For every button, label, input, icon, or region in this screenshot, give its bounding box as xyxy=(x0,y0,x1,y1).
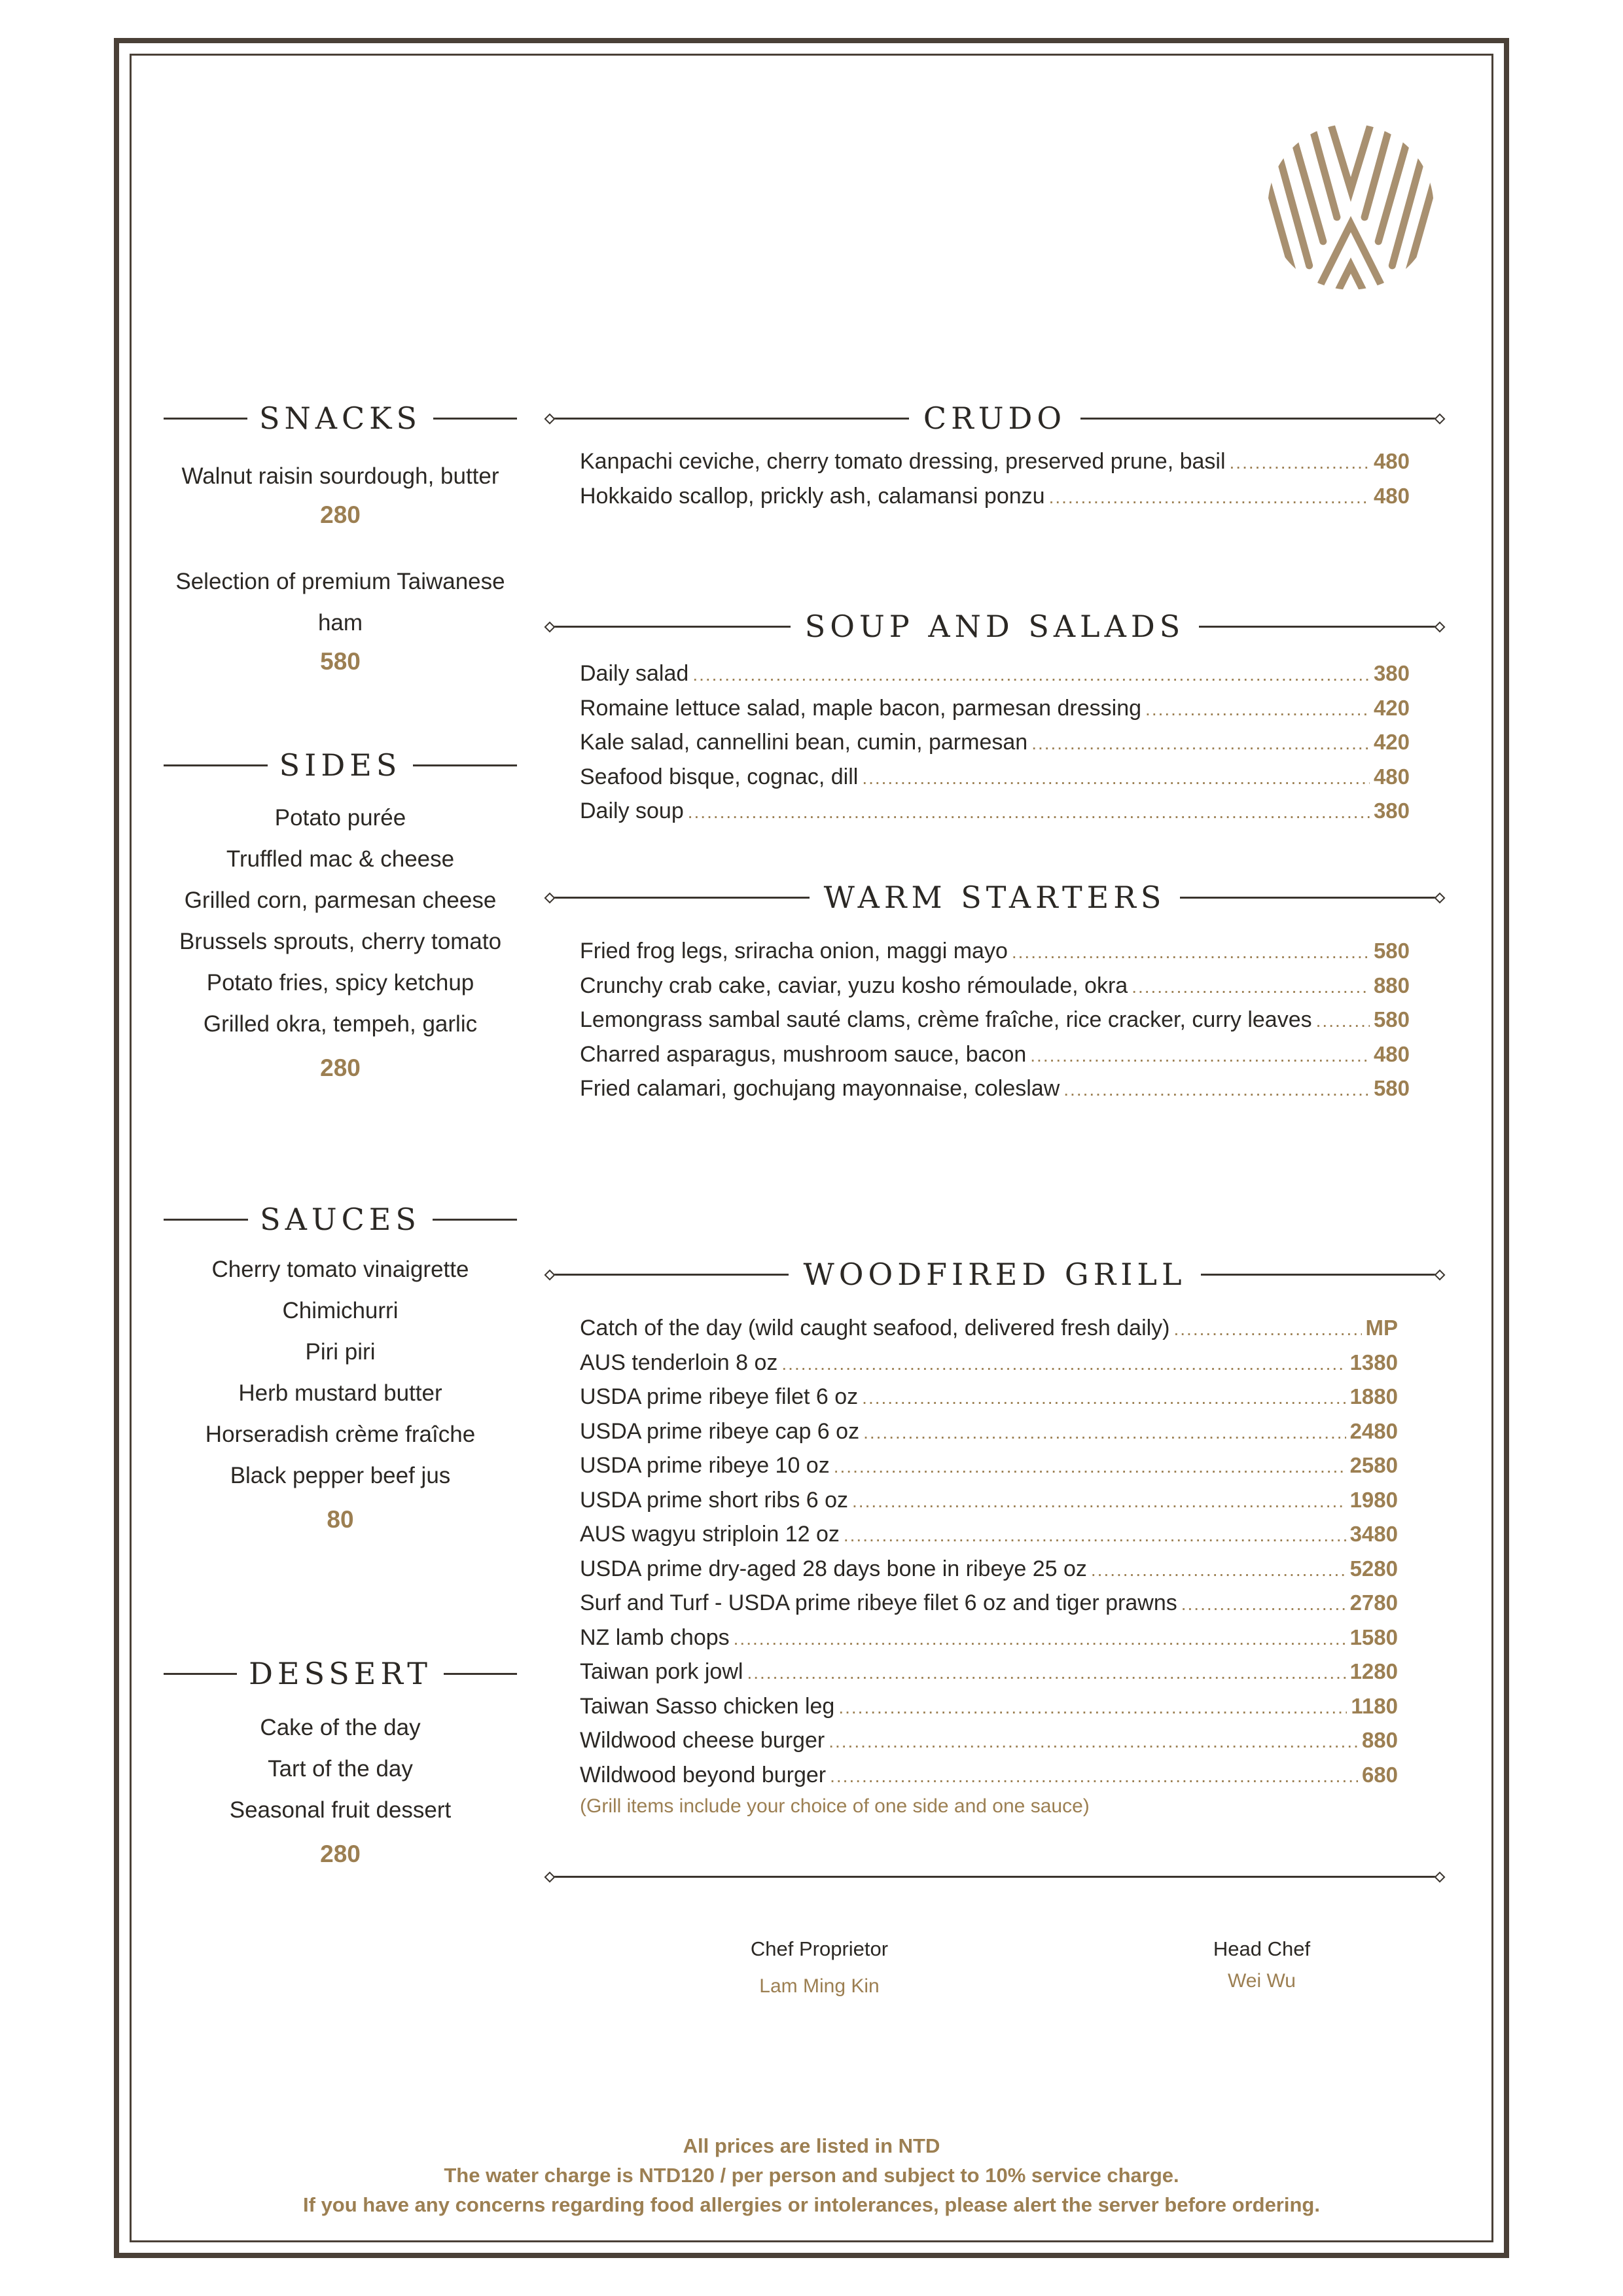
wildwood-logo-icon xyxy=(1264,120,1437,293)
snack-item: Selection of premium Taiwanese ham xyxy=(175,569,505,636)
sauce-item: Cherry tomato vinaigrette xyxy=(211,1257,469,1282)
head-chef xyxy=(1131,1937,1393,1992)
menu-row: NZ lamb chops ..... 1580 xyxy=(580,1621,1398,1656)
warm-starters-title: WARM STARTERS xyxy=(823,880,1166,915)
dessert-header xyxy=(164,1656,517,1691)
sauces-section xyxy=(164,1202,517,1538)
sauce-item: Herb mustard butter xyxy=(238,1380,442,1406)
side-item: Truffled mac & cheese xyxy=(226,846,455,872)
sauce-item: Piri piri xyxy=(305,1339,376,1365)
dessert-title: DESSERT xyxy=(249,1656,432,1691)
grill-note: (Grill items include your choice of one side and one sauce) xyxy=(580,1795,1090,1817)
dessert-item: Seasonal fruit dessert xyxy=(229,1797,452,1823)
menu-row: USDA prime dry-aged 28 days bone in ribeye 25 oz ..... 5280 xyxy=(580,1552,1398,1587)
snack-item: Walnut raisin sourdough, butter xyxy=(181,463,499,489)
footer-line-water-charge: The water charge is NTD120 / per person and subject to 10% service charge. xyxy=(444,2164,1179,2187)
menu-row: USDA prime ribeye 10 oz ..... 2580 xyxy=(580,1449,1398,1484)
menu-row: Lemongrass sambal sauté clams, crème fraîche, rice cracker, curry leaves ..... 580 xyxy=(580,1003,1410,1038)
snack-price: 280 xyxy=(320,501,361,528)
woodfired-grill-header xyxy=(548,1257,1441,1292)
sauce-item: Black pepper beef jus xyxy=(230,1463,451,1488)
sides-header xyxy=(164,747,517,783)
side-item: Grilled okra, tempeh, garlic xyxy=(203,1011,478,1037)
soup-salads-section xyxy=(548,609,1441,829)
sauce-item: Chimichurri xyxy=(282,1298,399,1323)
crudo-header xyxy=(548,401,1441,436)
menu-row: Crunchy crab cake, caviar, yuzu kosho rémoulade, okra ..... 880 xyxy=(580,969,1410,1004)
menu-row: Wildwood cheese burger ..... 880 xyxy=(580,1724,1398,1759)
woodfired-grill-section xyxy=(548,1257,1441,1818)
snacks-title: SNACKS xyxy=(259,401,422,436)
sides-title: SIDES xyxy=(279,747,402,783)
crudo-title: CRUDO xyxy=(923,401,1067,436)
dessert-price: 280 xyxy=(320,1840,361,1867)
menu-row: Catch of the day (wild caught seafood, delivered fresh daily) ..... MP xyxy=(580,1312,1398,1346)
menu-row: Daily soup ..... 380 xyxy=(580,795,1410,829)
crudo-section xyxy=(548,401,1441,514)
side-item: Brussels sprouts, cherry tomato xyxy=(179,929,502,954)
head-chef-role: Head Chef xyxy=(1213,1937,1311,1960)
snacks-header xyxy=(164,401,517,436)
menu-row: USDA prime short ribs 6 oz ..... 1980 xyxy=(580,1484,1398,1518)
warm-starters-header xyxy=(548,880,1441,915)
menu-row: USDA prime ribeye cap 6 oz ..... 2480 xyxy=(580,1415,1398,1450)
chef-proprietor-name: Lam Ming Kin xyxy=(759,1975,880,1997)
snack-price: 580 xyxy=(320,648,361,675)
menu-row: Charred asparagus, mushroom sauce, bacon ..... 480 xyxy=(580,1038,1410,1073)
menu-row: Kale salad, cannellini bean, cumin, parmesan ..... 420 xyxy=(580,726,1410,761)
menu-row: Taiwan pork jowl ..... 1280 xyxy=(580,1655,1398,1690)
sauces-price: 80 xyxy=(327,1506,354,1533)
inner-frame xyxy=(130,54,1493,2242)
menu-row: Kanpachi ceviche, cherry tomato dressing, preserved prune, basil ..... 480 xyxy=(580,445,1410,480)
chef-proprietor-role: Chef Proprietor xyxy=(750,1937,889,1960)
menu-row: AUS wagyu striploin 12 oz ..... 3480 xyxy=(580,1518,1398,1552)
dessert-section xyxy=(164,1656,517,1873)
menu-row: Taiwan Sasso chicken leg ..... 1180 xyxy=(580,1690,1398,1725)
bottom-divider xyxy=(548,1876,1441,1878)
side-item: Grilled corn, parmesan cheese xyxy=(184,888,497,913)
footer-notes xyxy=(164,2131,1459,2219)
warm-starters-section xyxy=(548,880,1441,1107)
menu-row: USDA prime ribeye filet 6 oz ..... 1880 xyxy=(580,1380,1398,1415)
menu-row: Hokkaido scallop, prickly ash, calamansi ponzu ..... 480 xyxy=(580,480,1410,514)
footer-line-allergy: If you have any concerns regarding food allergies or intolerances, please alert the server before ordering. xyxy=(303,2193,1320,2216)
menu-row: Romaine lettuce salad, maple bacon, parmesan dressing ..... 420 xyxy=(580,692,1410,726)
menu-row: Fried frog legs, sriracha onion, maggi mayo ..... 580 xyxy=(580,935,1410,969)
menu-row: Seafood bisque, cognac, dill ..... 480 xyxy=(580,761,1410,795)
menu-row: AUS tenderloin 8 oz ..... 1380 xyxy=(580,1346,1398,1381)
soup-salads-header xyxy=(548,609,1441,644)
menu-row: Surf and Turf - USDA prime ribeye filet 6 oz and tiger prawns ..... 2780 xyxy=(580,1587,1398,1621)
sauces-header xyxy=(164,1202,517,1237)
sauces-title: SAUCES xyxy=(260,1202,421,1237)
head-chef-name: Wei Wu xyxy=(1228,1970,1296,1992)
menu-row: Fried calamari, gochujang mayonnaise, coleslaw ..... 580 xyxy=(580,1072,1410,1107)
sides-section xyxy=(164,747,517,1086)
menu-row: Daily salad ..... 380 xyxy=(580,657,1410,692)
sides-price: 280 xyxy=(320,1054,361,1081)
dessert-item: Cake of the day xyxy=(260,1715,421,1740)
side-item: Potato purée xyxy=(274,805,406,831)
sauce-item: Horseradish crème fraîche xyxy=(205,1422,476,1447)
menu-row: Wildwood beyond burger ..... 680 xyxy=(580,1759,1398,1793)
soup-salads-title: SOUP AND SALADS xyxy=(804,609,1185,644)
chef-proprietor xyxy=(688,1937,950,1998)
snacks-section xyxy=(164,401,517,680)
dessert-item: Tart of the day xyxy=(268,1756,413,1782)
footer-line-currency: All prices are listed in NTD xyxy=(683,2134,940,2157)
woodfired-grill-title: WOODFIRED GRILL xyxy=(803,1257,1186,1292)
side-item: Potato fries, spicy ketchup xyxy=(206,970,474,996)
